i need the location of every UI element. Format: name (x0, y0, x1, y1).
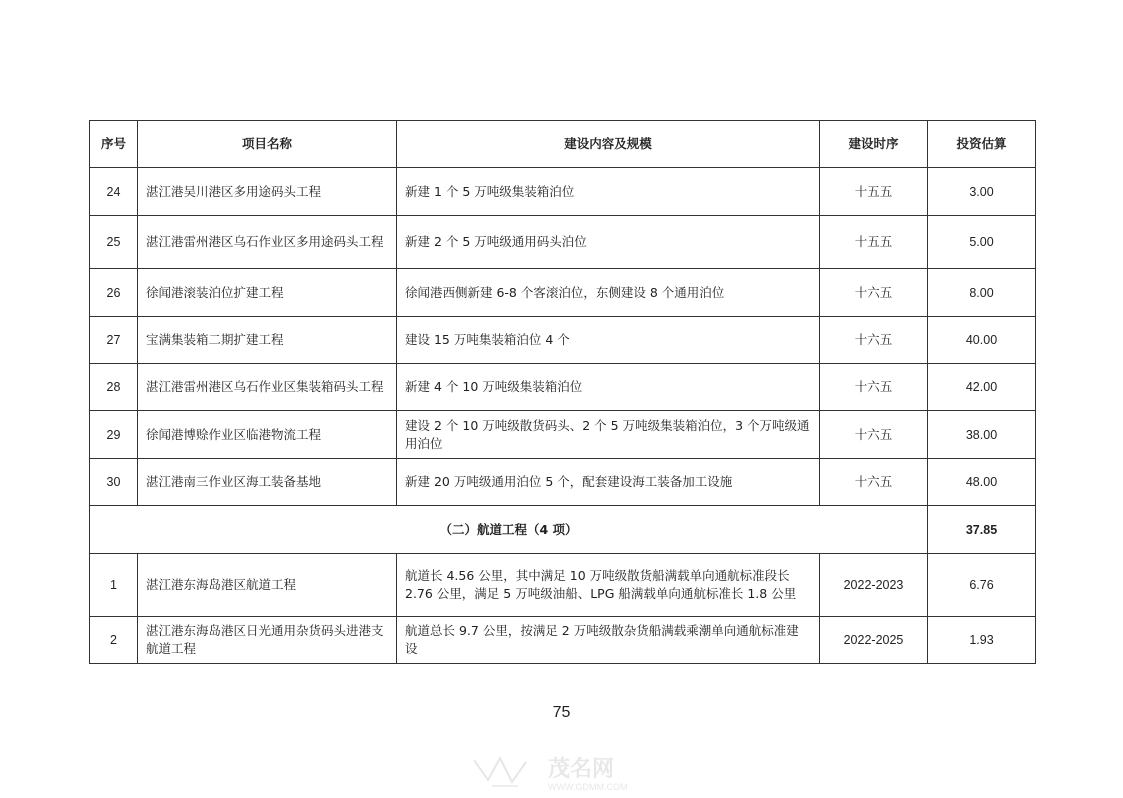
row-seq: 27 (90, 317, 138, 364)
watermark-logo (470, 752, 670, 794)
row-period: 2022-2023 (820, 554, 928, 617)
table-row (90, 459, 1036, 506)
row-investment: 3.00 (928, 168, 1036, 216)
project-table (89, 120, 1036, 664)
watermark-icon (470, 752, 670, 794)
row-content: 航道总长 9.7 公里，按满足 2 万吨级散杂货船满载乘潮单向通航标准建设 (397, 617, 820, 664)
header-period: 建设时序 (820, 121, 928, 168)
row-seq: 28 (90, 364, 138, 411)
row-period: 十六五 (820, 411, 928, 459)
row-investment: 5.00 (928, 216, 1036, 269)
row-project-name: 湛江港南三作业区海工装备基地 (138, 459, 397, 506)
section-total: 37.85 (928, 506, 1036, 554)
row-period: 十五五 (820, 168, 928, 216)
row-investment: 42.00 (928, 364, 1036, 411)
row-project-name: 湛江港东海岛港区航道工程 (138, 554, 397, 617)
row-project-name: 湛江港雷州港区乌石作业区多用途码头工程 (138, 216, 397, 269)
row-investment: 6.76 (928, 554, 1036, 617)
table-row (90, 617, 1036, 664)
row-content: 新建 20 万吨级通用泊位 5 个，配套建设海工装备加工设施 (397, 459, 820, 506)
row-content: 徐闻港西侧新建 6-8 个客滚泊位，东侧建设 8 个通用泊位 (397, 269, 820, 317)
row-seq: 25 (90, 216, 138, 269)
row-project-name: 湛江港东海岛港区日光通用杂货码头进港支航道工程 (138, 617, 397, 664)
row-seq: 2 (90, 617, 138, 664)
row-content: 航道长 4.56 公里，其中满足 10 万吨级散货船满载单向通航标准段长 2.76 公里，满足 5 万吨级油船、LPG 船满载单向通航标准长 1.8 公里 (397, 554, 820, 617)
table-row (90, 411, 1036, 459)
section-title: （二）航道工程（4 项） (90, 506, 928, 554)
header-content: 建设内容及规模 (397, 121, 820, 168)
header-investment: 投资估算 (928, 121, 1036, 168)
row-project-name: 徐闻港博赊作业区临港物流工程 (138, 411, 397, 459)
table-row (90, 269, 1036, 317)
row-investment: 8.00 (928, 269, 1036, 317)
row-seq: 24 (90, 168, 138, 216)
row-project-name: 湛江港雷州港区乌石作业区集装箱码头工程 (138, 364, 397, 411)
table-row (90, 554, 1036, 617)
row-content: 新建 2 个 5 万吨级通用码头泊位 (397, 216, 820, 269)
row-seq: 26 (90, 269, 138, 317)
row-project-name: 湛江港吴川港区多用途码头工程 (138, 168, 397, 216)
table-row (90, 364, 1036, 411)
table-row (90, 168, 1036, 216)
section-row (90, 506, 1036, 554)
row-period: 十五五 (820, 216, 928, 269)
header-seq: 序号 (90, 121, 138, 168)
row-content: 建设 15 万吨集装箱泊位 4 个 (397, 317, 820, 364)
table-header-row (90, 121, 1036, 168)
row-period: 十六五 (820, 269, 928, 317)
row-seq: 29 (90, 411, 138, 459)
row-investment: 1.93 (928, 617, 1036, 664)
row-period: 十六五 (820, 364, 928, 411)
row-content: 新建 4 个 10 万吨级集装箱泊位 (397, 364, 820, 411)
row-period: 十六五 (820, 459, 928, 506)
header-project-name: 项目名称 (138, 121, 397, 168)
row-seq: 30 (90, 459, 138, 506)
row-project-name: 徐闻港滚装泊位扩建工程 (138, 269, 397, 317)
row-period: 2022-2025 (820, 617, 928, 664)
row-period: 十六五 (820, 317, 928, 364)
table-row (90, 216, 1036, 269)
table-row (90, 317, 1036, 364)
row-investment: 38.00 (928, 411, 1036, 459)
watermark-url: WWW.GDMM.COM (548, 782, 628, 792)
watermark-text: 茂名网 (548, 757, 615, 782)
row-investment: 40.00 (928, 317, 1036, 364)
row-project-name: 宝满集装箱二期扩建工程 (138, 317, 397, 364)
page-number: 75 (552, 704, 571, 721)
row-investment: 48.00 (928, 459, 1036, 506)
row-seq: 1 (90, 554, 138, 617)
row-content: 新建 1 个 5 万吨级集装箱泊位 (397, 168, 820, 216)
row-content: 建设 2 个 10 万吨级散货码头、2 个 5 万吨级集装箱泊位，3 个万吨级通用泊位 (397, 411, 820, 459)
